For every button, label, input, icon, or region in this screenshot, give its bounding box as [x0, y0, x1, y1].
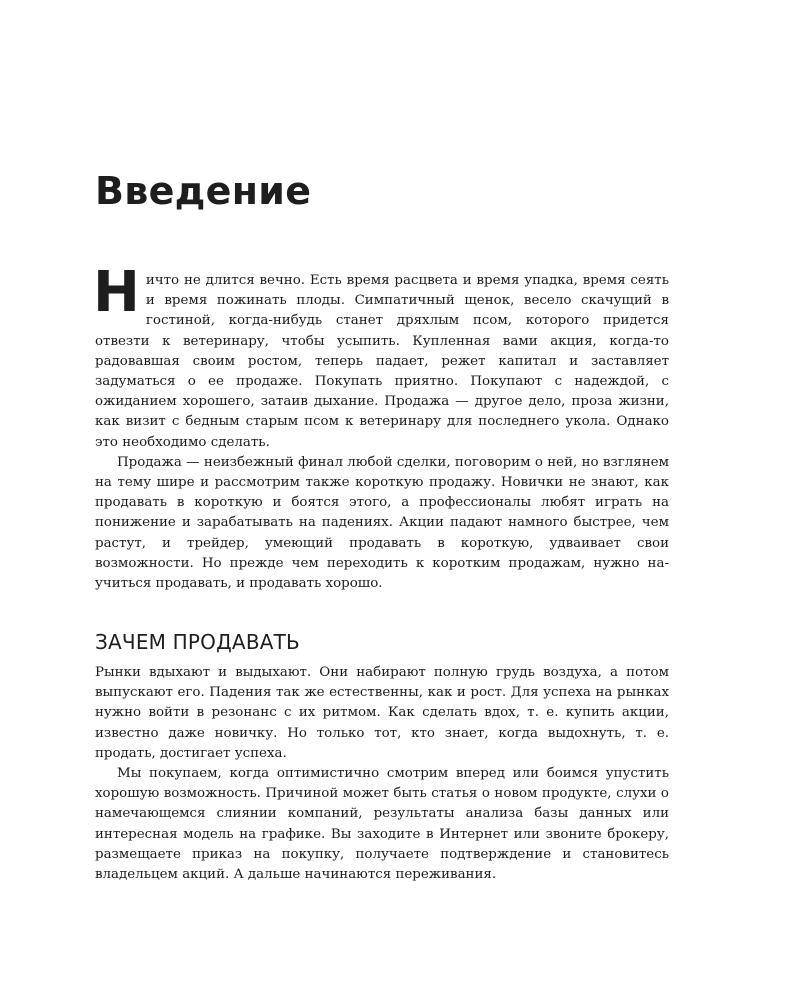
drop-cap: Н — [93, 260, 140, 325]
chapter-title: Введение — [95, 169, 312, 213]
intro-paragraph-1 — [93, 260, 669, 453]
section-heading: ЗАЧЕМ ПРОДАВАТЬ — [95, 630, 300, 654]
section-text — [95, 663, 669, 885]
intro-text — [93, 260, 669, 594]
intro-paragraph-1-text: ичто не длится вечно. Есть время расцвета и время упадка, время сеять и время пожинать плоды. Симпатичный щенок, весело скачущий в гостиной, когда-нибудь станет дряхлым псом, которого придется отвезти к ветеринару, чтобы усыпить. Купленная вами акция, когда-то радовавшая своим ростом, теперь падает, режет капитал и заставляет задуматься о ее продаже. Покупать приятно. Покупают с надеждой, с ожиданием хорошего, затаив дыхание. Продажа — другое дело, проза жизни, как визит с бедным старым псом к ветеринару для последнего укола. Однако это необходимо сделать. — [95, 273, 669, 450]
section-paragraph-2: Мы покупаем, когда оптимистично смотрим вперед или боимся упустить хорошую возможность. Причиной может быть статья о новом продукте, слухи о намечающемся слиянии компаний, результаты анализа базы данных или интересная модель на графике. Вы заходите в Интернет или звоните брокеру, размещаете приказ на покупку, получаете подтверждение и становитесь владельцем акций. А дальше начинаются переживания. — [95, 766, 669, 883]
intro-paragraph-2: Продажа — неизбежный финал любой сделки, поговорим о ней, но взглянем на тему шире и рассмотрим также короткую продажу. Новички не знают, как продавать в короткую и боятся этого, а профессионалы любят играть на понижение и зарабатывать на падениях. Акции падают намного быстрее, чем растут, и трейдер, умеющий продавать в короткую, удваивает свои возможности. Но прежде чем переходить к коротким продажам, нужно научиться продавать, и продавать хорошо. — [95, 454, 669, 592]
book-page — [95, 0, 669, 1000]
section-paragraph-1: Рынки вдыхают и выдыхают. Они набирают полную грудь воздуха, а потом выпускают его. Падения так же естественны, как и рост. Для успеха на рынках нужно войти в резонанс с их ритмом. Как сделать вдох, т. е. купить акции, известно даже новичку. Но только тот, кто знает, когда выдохнуть, т. е. продать, достигает успеха. — [95, 665, 669, 761]
